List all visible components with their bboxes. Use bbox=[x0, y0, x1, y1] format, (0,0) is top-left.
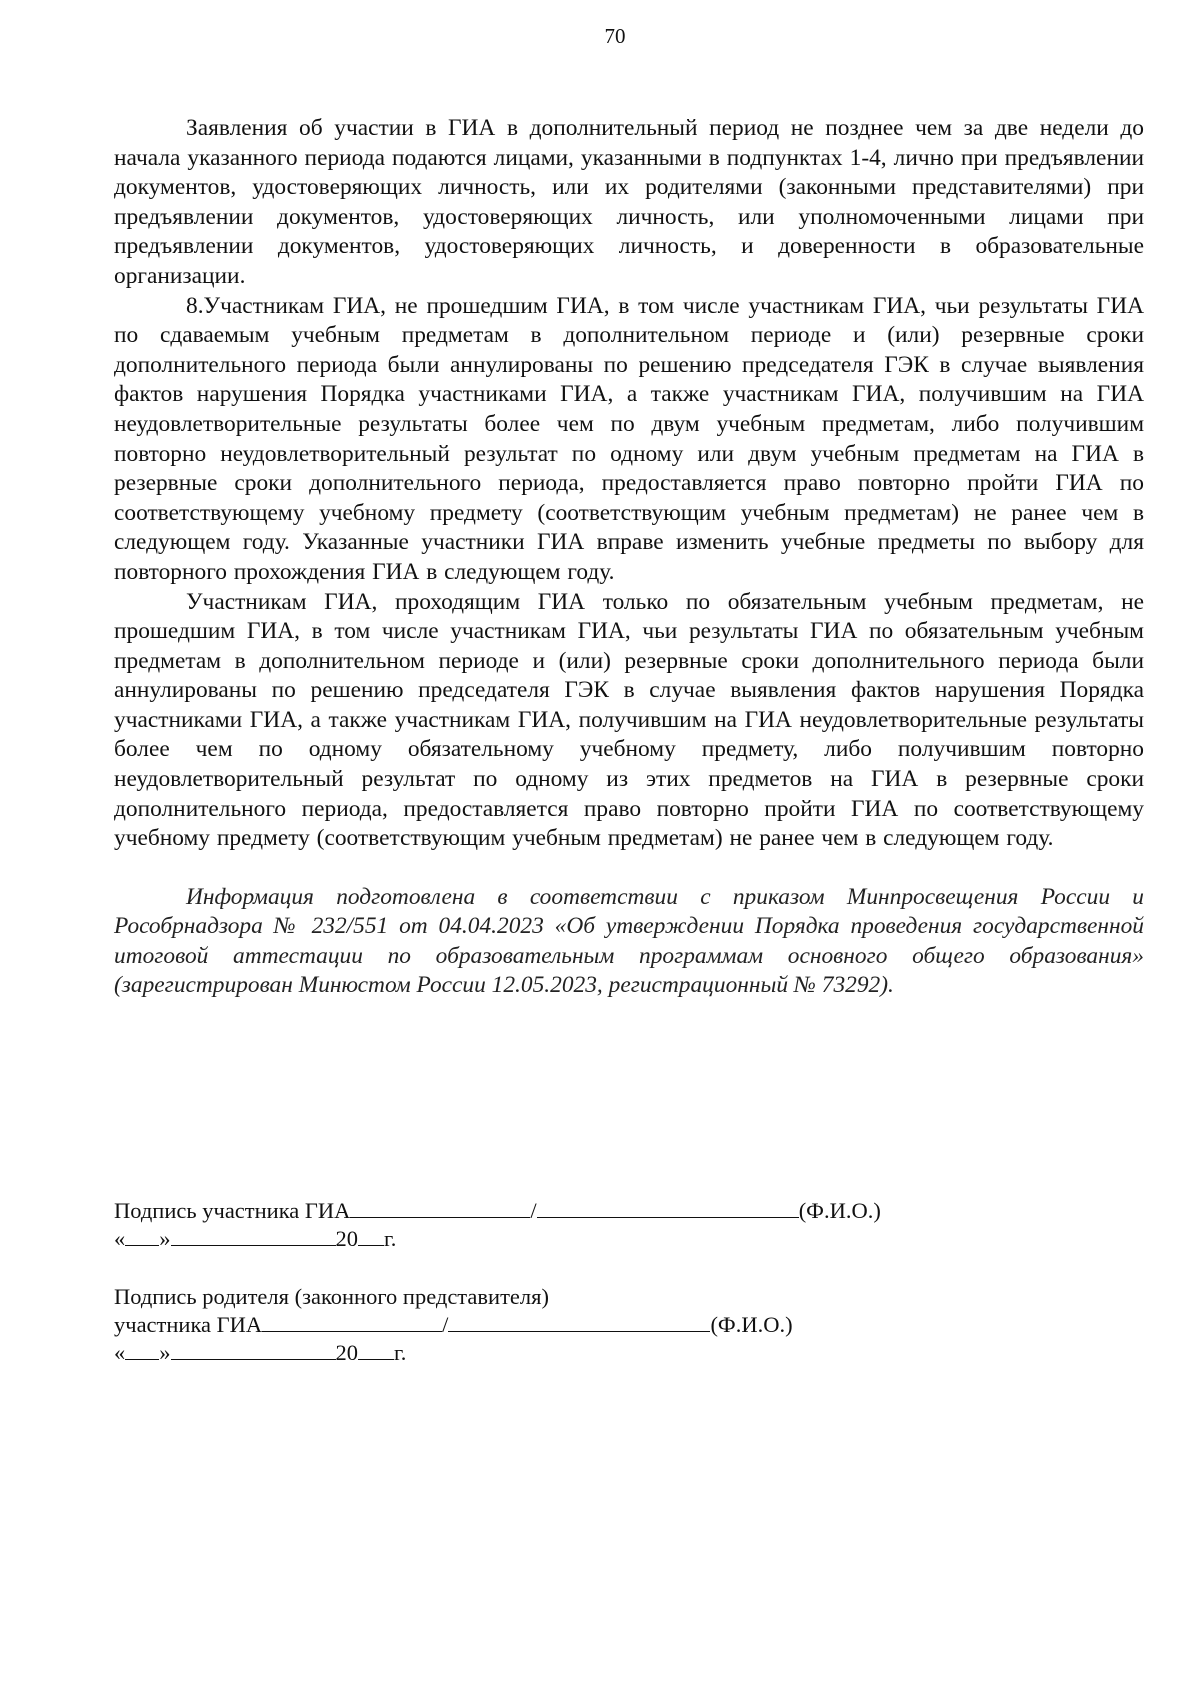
year-prefix: 20 bbox=[335, 1226, 358, 1251]
year-suffix: г. bbox=[384, 1226, 397, 1251]
quote-close: » bbox=[159, 1340, 171, 1365]
paragraph-mandatory-subjects: Участникам ГИА, проходящим ГИА только по обязательным учебным предметам, не прошедшим ГИА, в том числе участникам ГИА, чьи результаты ГИА по обязательным учебным предметам в дополнительном периоде и (или) резервные сроки дополнительного периода были аннулированы по решению председателя ГЭК в случае выявления фактов нарушения Порядка участниками ГИА, а также участникам ГИА, получившим на ГИА неудовлетворительные результаты более чем по одному обязательному учебному предмету, либо получившим повторно неудовлетворительный результат по одному из этих предметов на ГИА в резервные сроки дополнительного периода, предоставляется право повторно пройти ГИА по соответствующему учебному предмету (соответствующим учебным предметам) не ранее чем в следующем году. bbox=[114, 588, 1144, 852]
month-blank[interactable] bbox=[171, 1225, 336, 1246]
participant-date-line bbox=[114, 1225, 1014, 1253]
legal-source-note: Информация подготовлена в соответствии с приказом Минпросвещения России и Рособрнадзора № 232/551 от 04.04.2023 «Об утверждении Порядка проведения государственной итоговой аттестации по образовательным программам основного общего образования» (зарегистрирован Минюстом России 12.05.2023, регистрационный № 73292). bbox=[114, 883, 1144, 999]
parent-signature-line bbox=[114, 1311, 1014, 1339]
fio-label: (Ф.И.О.) bbox=[710, 1312, 793, 1337]
parent-signature-label-line bbox=[114, 1283, 1014, 1311]
fio-label: (Ф.И.О.) bbox=[798, 1198, 881, 1223]
document-body bbox=[114, 114, 1144, 1000]
participant-name-blank[interactable] bbox=[537, 1197, 799, 1218]
month-blank[interactable] bbox=[171, 1339, 336, 1360]
year-blank[interactable] bbox=[358, 1225, 384, 1246]
year-blank[interactable] bbox=[358, 1339, 394, 1360]
parent-signature-blank[interactable] bbox=[262, 1311, 442, 1332]
year-suffix: г. bbox=[394, 1340, 407, 1365]
parent-name-blank[interactable] bbox=[448, 1311, 710, 1332]
quote-open: « bbox=[114, 1340, 126, 1365]
slash-separator: / bbox=[442, 1312, 449, 1337]
parent-date-line bbox=[114, 1339, 1014, 1367]
participant-signature-line bbox=[114, 1197, 1014, 1225]
quote-open: « bbox=[114, 1226, 126, 1251]
quote-close: » bbox=[159, 1226, 171, 1251]
paragraph-application-deadline: Заявления об участии в ГИА в дополнительный период не позднее чем за две недели до начала указанного периода подаются лицами, указанными в подпунктах 1-4, лично при предъявлении документов, удостоверяющих личность, или их родителями (законными представителями) при предъявлении документов, удостоверяющих личность, или уполномоченными лицами при предъявлении документов, удостоверяющих личность, и доверенности в образовательные организации. bbox=[114, 115, 1144, 289]
year-prefix: 20 bbox=[335, 1340, 358, 1365]
participant-signature-blank[interactable] bbox=[350, 1197, 530, 1218]
slash-separator: / bbox=[530, 1198, 537, 1223]
page-number: 70 bbox=[604, 24, 626, 48]
paragraph-item-8: 8.Участникам ГИА, не прошедшим ГИА, в том числе участникам ГИА, чьи результаты ГИА по сдаваемым учебным предметам в дополнительном периоде и (или) резервные сроки дополнительного периода были аннулированы по решению председателя ГЭК в случае выявления фактов нарушения Порядка участниками ГИА, а также участникам ГИА, получившим на ГИА неудовлетворительные результаты более чем по двум учебным предметам, либо получившим повторно неудовлетворительный результат по одному или двум учебным предметам на ГИА в резервные сроки дополнительного периода, предоставляется право повторно пройти ГИА по соответствующему учебному предмету (соответствующим учебным предметам) не ранее чем в следующем году. Указанные участники ГИА вправе изменить учебные предметы по выбору для повторного прохождения ГИА в следующем году. bbox=[114, 292, 1144, 585]
participant-signature-label: Подпись участника ГИА bbox=[114, 1198, 351, 1223]
signature-block bbox=[114, 1197, 1014, 1367]
day-blank[interactable] bbox=[125, 1339, 159, 1360]
parent-signature-label: Подпись родителя (законного представителя) bbox=[114, 1284, 549, 1309]
parent-participant-label: участника ГИА bbox=[114, 1312, 263, 1337]
day-blank[interactable] bbox=[125, 1225, 159, 1246]
